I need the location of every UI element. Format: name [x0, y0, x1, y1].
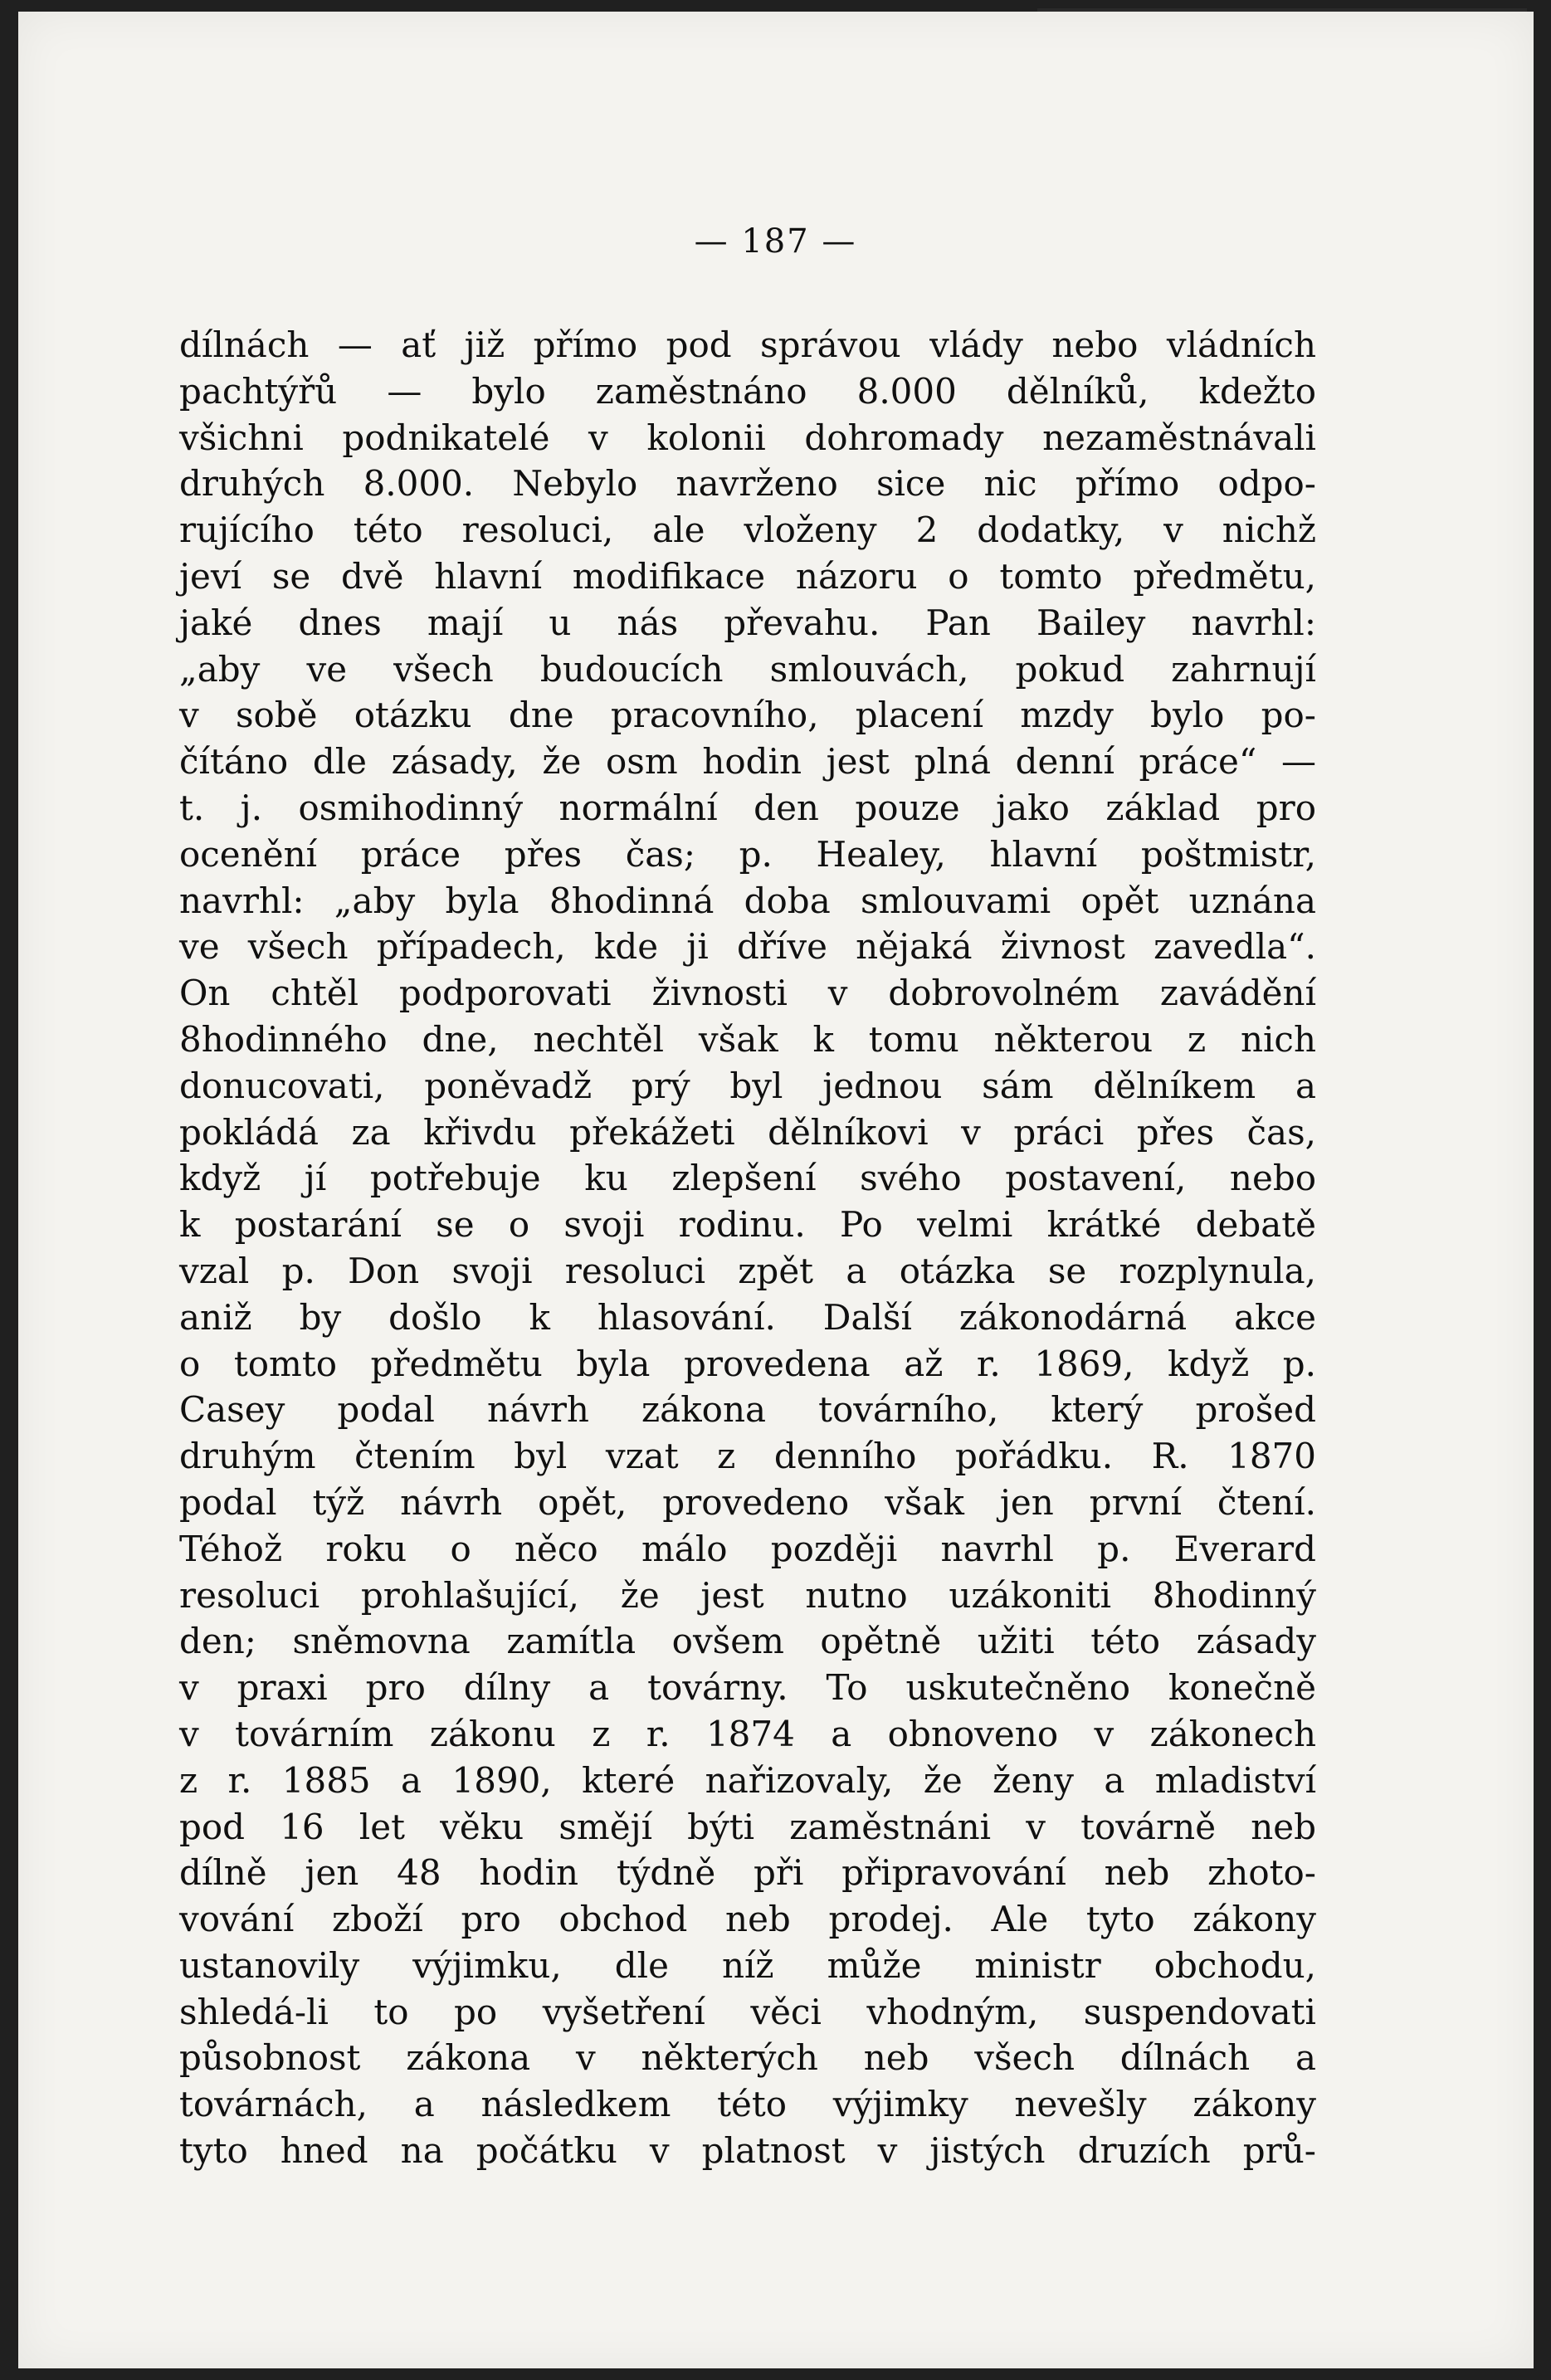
text-line: On chtěl podporovati živnosti v dobrovolném zavádění	[179, 973, 1316, 1014]
text-line: pachtýřů — bylo zaměstnáno 8.000 dělníků, kdežto	[179, 370, 1316, 412]
text-line: tyto hned na počátku v platnost v jistých druzích prů-	[179, 2130, 1316, 2172]
text-line: v praxi pro dílny a továrny. To uskutečněno konečně	[179, 1667, 1316, 1709]
text-line: ocenění práce přes čas; p. Healey, hlavní poštmistr,	[179, 833, 1316, 875]
text-line: jaké dnes mají u nás převahu. Pan Bailey navrhl:	[179, 602, 1316, 643]
text-line: Casey podal návrh zákona továrního, který prošed	[179, 1389, 1316, 1431]
text-line: shledá-li to po vyšetření věci vhodným, suspendovati	[179, 1991, 1316, 2032]
text-line: o tomto předmětu byla provedena až r. 1869, když p.	[179, 1343, 1316, 1384]
text-line: v sobě otázku dne pracovního, placení mzdy bylo po-	[179, 695, 1316, 736]
text-line: 8hodinného dne, nechtěl však k tomu některou z nich	[179, 1018, 1316, 1060]
text-line: den; sněmovna zamítla ovšem opětně užiti této zásady	[179, 1621, 1316, 1662]
text-line: dílnách — ať již přímo pod správou vlády nebo vládních	[179, 324, 1316, 365]
text-line: dílně jen 48 hodin týdně při připravování neb zhoto-	[179, 1852, 1316, 1894]
text-line: t. j. osmihodinný normální den pouze jako základ pro	[179, 787, 1316, 828]
text-line: rujícího této resoluci, ale vloženy 2 dodatky, v nichž	[179, 510, 1316, 551]
text-line: ustanovily výjimku, dle níž může ministr obchodu,	[179, 1944, 1316, 1986]
text-line: druhých 8.000. Nebylo navrženo sice nic přímo odpo-	[179, 463, 1316, 505]
text-line: vování zboží pro obchod neb prodej. Ale tyto zákony	[179, 1899, 1316, 1940]
text-line: resoluci prohlašující, že jest nutno uzákoniti 8hodinný	[179, 1574, 1316, 1616]
text-line: ve všech případech, kde ji dříve nějaká živnost zavedla“.	[179, 926, 1316, 968]
text-line: pod 16 let věku smějí býti zaměstnáni v továrně neb	[179, 1806, 1316, 1847]
text-line: pokládá za křivdu překážeti dělníkovi v práci přes čas,	[179, 1111, 1316, 1153]
text-line: podal týž návrh opět, provedeno však jen první čtení.	[179, 1481, 1316, 1523]
text-line: donucovati, poněvadž prý byl jednou sám dělníkem a	[179, 1065, 1316, 1106]
page-number: — 187 —	[694, 222, 857, 261]
text-line: působnost zákona v některých neb všech dílnách a	[179, 2037, 1316, 2079]
text-line: všichni podnikatelé v kolonii dohromady nezaměstnávali	[179, 417, 1316, 458]
body-text	[179, 322, 1316, 2174]
text-line: vzal p. Don svoji resoluci zpět a otázka se rozplynula,	[179, 1250, 1316, 1291]
text-line: když jí potřebuje ku zlepšení svého postavení, nebo	[179, 1158, 1316, 1199]
text-line: z r. 1885 a 1890, které nařizovaly, že ženy a mladiství	[179, 1759, 1316, 1801]
text-line: čítáno dle zásady, že osm hodin jest plná denní práce“ —	[179, 741, 1316, 783]
text-line: „aby ve všech budoucích smlouvách, pokud zahrnují	[179, 648, 1316, 690]
text-line: v továrním zákonu z r. 1874 a obnoveno v zákonech	[179, 1713, 1316, 1754]
text-line: jeví se dvě hlavní modifikace názoru o tomto předmětu,	[179, 555, 1316, 597]
text-line: aniž by došlo k hlasování. Další zákonodárná akce	[179, 1296, 1316, 1338]
text-line: navrhl: „aby byla 8hodinná doba smlouvami opět uznána	[179, 880, 1316, 921]
text-line: druhým čtením byl vzat z denního pořádku. R. 1870	[179, 1436, 1316, 1477]
text-line: k postarání se o svoji rodinu. Po velmi krátké debatě	[179, 1204, 1316, 1246]
text-line: Téhož roku o něco málo později navrhl p. Everard	[179, 1528, 1316, 1569]
text-line: továrnách, a následkem této výjimky nevešly zákony	[179, 2084, 1316, 2125]
